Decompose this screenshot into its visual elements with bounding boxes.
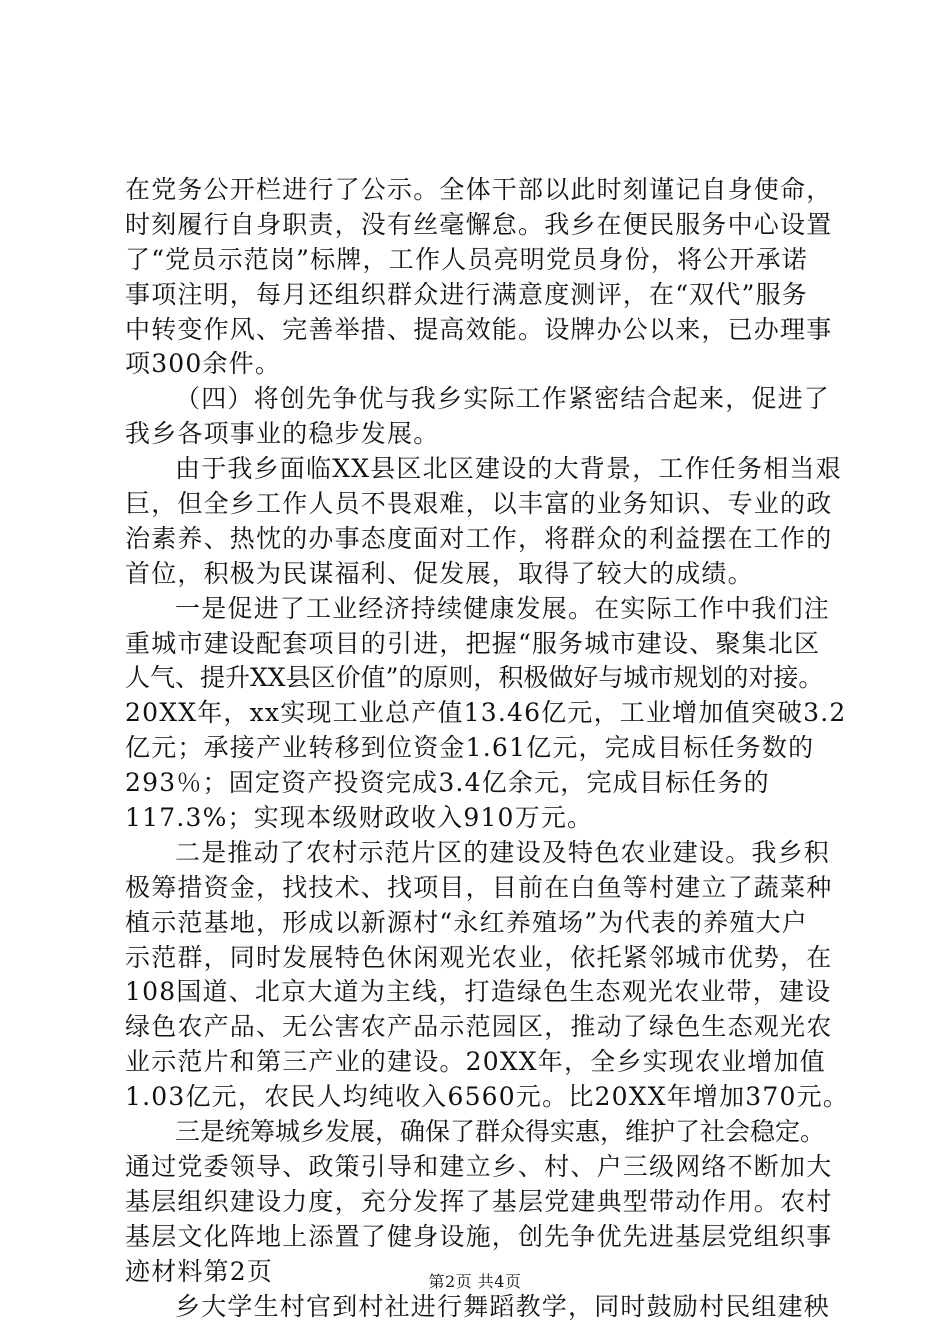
- paragraph-start: 三是统筹城乡发展，确保了群众得实惠，维护了社会稳定。: [175, 1117, 826, 1147]
- text-line: 示范群，同时发展特色休闲观光农业，依托紧邻城市优势，在: [125, 942, 833, 972]
- body-text: [125, 173, 860, 1324]
- text-line: 植示范基地，形成以新源村“永红养殖场”为代表的养殖大户: [125, 907, 808, 937]
- text-line: 我乡各项事业的稳步发展。: [125, 419, 440, 449]
- text-line: 巨，但全乡工作人员不畏艰难，以丰富的业务知识、专业的政: [125, 489, 833, 519]
- text-line: 117.3%；实现本级财政收入910万元。: [125, 803, 594, 833]
- text-line: 人气、提升XX县区价值”的原则，积极做好与城市规划的对接。: [125, 663, 824, 693]
- text-line: 项300余件。: [125, 349, 282, 379]
- text-line: 治素养、热忱的办事态度面对工作，将群众的利益摆在工作的: [125, 523, 833, 553]
- text-line: 亿元；承接产业转移到位资金1.61亿元，完成目标任务数的: [125, 733, 815, 763]
- text-line: 极筹措资金，找技术、找项目，目前在白鱼等村建立了蔬菜种: [125, 872, 833, 902]
- text-line: 重城市建设配套项目的引进，把握“服务城市建设、聚集北区: [125, 628, 821, 658]
- text-line: 基层组织建设力度，充分发挥了基层党建典型带动作用。农村: [125, 1186, 833, 1216]
- text-line: 108国道、北京大道为主线，打造绿色生态观光农业带，建设: [125, 977, 832, 1007]
- text-line: 在党务公开栏进行了公示。全体干部以此时刻谨记自身使命，: [125, 175, 833, 204]
- text-line: 通过党委领导、政策引导和建立乡、村、户三级网络不断加大: [125, 1151, 833, 1181]
- paragraph-start: 一是促进了工业经济持续健康发展。在实际工作中我们注: [175, 593, 831, 623]
- paragraph-start: 由于我乡面临XX县区北区建设的大背景，工作任务相当艰: [175, 454, 842, 484]
- text-line: 了“党员示范岗”标牌，工作人员亮明党员身份，将公开承诺: [125, 244, 808, 274]
- text-line: 首位，积极为民谋福利、促发展，取得了较大的成绩。: [125, 558, 754, 588]
- text-line: 绿色农产品、无公害农产品示范园区，推动了绿色生态观光农: [125, 1012, 833, 1042]
- text-line: 293％；固定资产投资完成3.4亿余元，完成目标任务的: [125, 768, 770, 798]
- text-line: 业示范片和第三产业的建设。20XX年，全乡实现农业增加值: [125, 1047, 827, 1077]
- text-line: 基层文化阵地上添置了健身设施，创先争优先进基层党组织事: [125, 1221, 833, 1251]
- text-line: 20XX年，xx实现工业总产值13.46亿元，工业增加值突破3.2: [125, 698, 847, 728]
- text-line: 迹材料第2页: [125, 1256, 274, 1286]
- paragraph-heading: （四）将创先争优与我乡实际工作紧密结合起来，促进了: [175, 384, 831, 414]
- text-line: 1.03亿元，农民人均纯收入6560元。比20XX年增加370元。: [125, 1082, 850, 1112]
- page-footer: 第2页 共4页: [428, 1272, 522, 1291]
- text-line: 中转变作风、完善举措、提高效能。设牌办公以来，已办理事: [125, 314, 833, 344]
- paragraph-start: 乡大学生村官到村社进行舞蹈教学，同时鼓励村民组建秧: [175, 1291, 831, 1321]
- text-line: 事项注明，每月还组织群众进行满意度测评，在“双代”服务: [125, 279, 808, 309]
- text-line: 时刻履行自身职责，没有丝毫懈怠。我乡在便民服务中心设置: [125, 209, 833, 239]
- paragraph-start: 二是推动了农村示范片区的建设及特色农业建设。我乡积: [175, 837, 831, 867]
